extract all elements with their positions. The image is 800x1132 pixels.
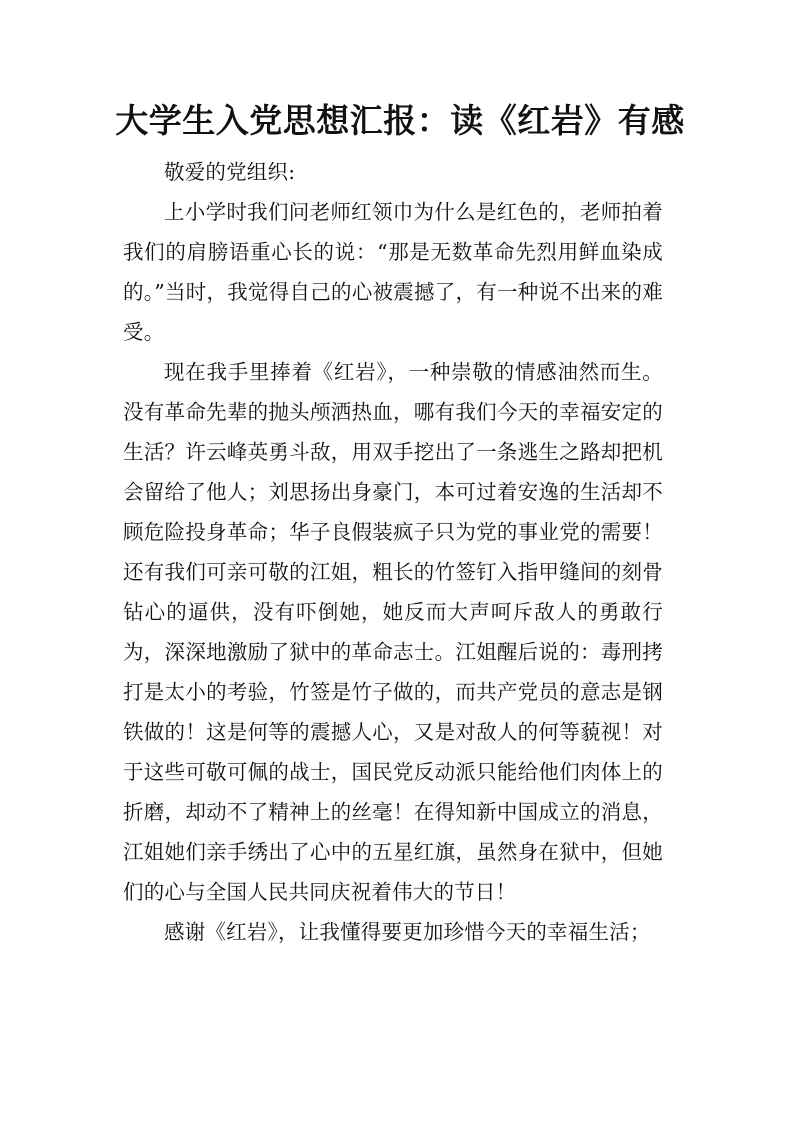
paragraph-1: 上小学时我们问老师红领巾为什么是红色的，老师拍着我们的肩膀语重心长的说：“那是无数革命先烈用鲜血染成的。”当时，我觉得自己的心被震撼了，有一种说不出来的难受。	[123, 200, 663, 344]
paragraph-2: 现在我手里捧着《红岩》，一种崇敬的情感油然而生。没有革命先辈的抛头颅洒热血，哪有我们今天的幸福安定的生活？许云峰英勇斗敌，用双手挖出了一条逃生之路却把机会留给了他人；刘思扬出身豪门，本可过着安逸的生活却不顾危险投身革命；华子良假装疯子只为党的事业党的需要！还有我们可亲可敬的江姐，粗长的竹签钉入指甲缝间的刻骨钻心的逼供，没有吓倒她，她反而大声呵斥敌人的勇敢行为，深深地激励了狱中的革命志士。江姐醒后说的：毒刑拷打是太小的考验，竹签是竹子做的，而共产党员的意志是钢铁做的！这是何等的震撼人心，又是对敌人的何等藐视！对于这些可敬可佩的战士，国民党反动派只能给他们肉体上的折磨，却动不了精神上的丝毫！在得知新中国成立的消息，江姐她们亲手绣出了心中的五星红旗，虽然身在狱中，但她们的心与全国人民共同庆祝着伟大的节日！	[123, 360, 663, 904]
page-title: 大学生入党思想汇报：读《红岩》有感	[115, 101, 685, 140]
paragraph-3: 感谢《红岩》，让我懂得要更加珍惜今天的幸福生活；	[164, 920, 651, 944]
document-body	[123, 152, 663, 952]
salutation: 敬爱的党组织:	[164, 160, 296, 184]
